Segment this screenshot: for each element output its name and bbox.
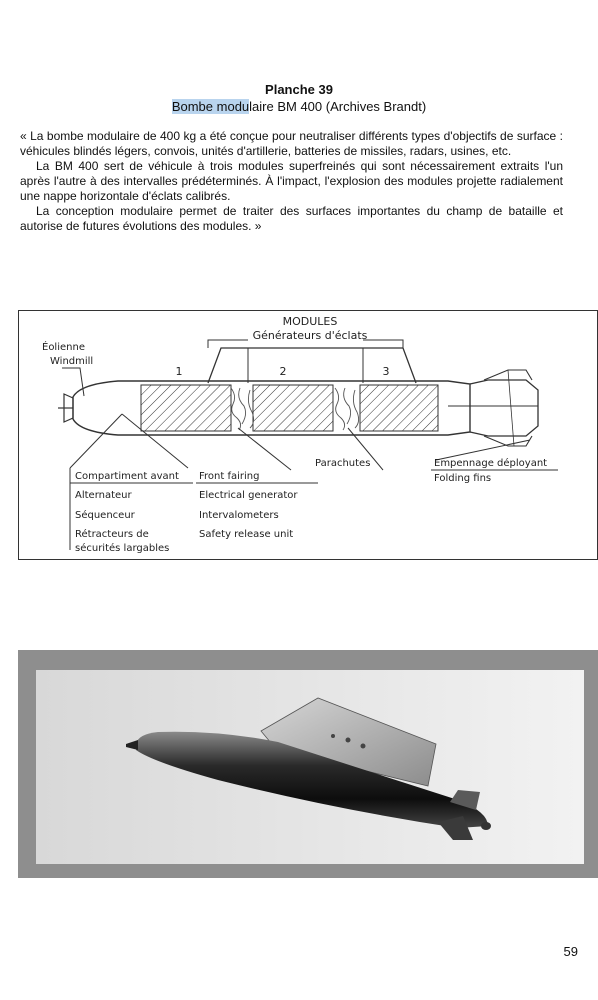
front-fairing-label: Front fairing bbox=[199, 471, 260, 482]
empennage-label: Empennage déployant bbox=[434, 458, 548, 469]
paragraph: « La bombe modulaire de 400 kg a été conçue pour neutraliser différents types d'objectifs de surface : véhicules blindés légers, convois, unités d'artillerie, batteries de missiles, radars, usines, etc. bbox=[20, 129, 563, 158]
modules-label: MODULES bbox=[282, 315, 338, 328]
retractors-label-2: sécurités largables bbox=[75, 543, 170, 554]
bomb-schematic-diagram bbox=[18, 310, 598, 560]
bomb-photograph bbox=[18, 650, 598, 878]
module-number-3: 3 bbox=[382, 365, 390, 378]
windmill-label: Windmill bbox=[50, 356, 94, 367]
selected-text-highlight[interactable]: Bombe modu bbox=[171, 99, 250, 114]
sequencer-label: Séquenceur bbox=[75, 510, 135, 521]
module-1 bbox=[141, 385, 231, 431]
front-compartment-label: Compartiment avant bbox=[75, 471, 179, 482]
electrical-generator-label: Electrical generator bbox=[199, 490, 298, 501]
module-3 bbox=[360, 385, 438, 431]
paragraph: La conception modulaire permet de traiter des surfaces importantes du champ de bataille et autorise de futures évolutions des modules. » bbox=[20, 204, 563, 233]
folding-fins-label: Folding fins bbox=[434, 473, 492, 484]
quote-text bbox=[20, 129, 563, 234]
subtitle-rest: laire BM 400 (Archives Brandt) bbox=[249, 99, 427, 114]
plate-subtitle bbox=[0, 99, 598, 114]
parachute-bundle bbox=[335, 388, 359, 430]
photograph-svg bbox=[18, 650, 598, 878]
module-number-1: 1 bbox=[175, 365, 183, 378]
paragraph: La BM 400 sert de véhicule à trois modules superfreinés qui sont nécessairement extraits l'un après l'autre à des intervalles prédéterminés. À l'impact, l'explosion des modules projette radialement une nappe horizontale d'éclats calibrés. bbox=[20, 159, 563, 203]
plate-title: Planche 39 bbox=[265, 82, 333, 97]
alternator-label: Alternateur bbox=[75, 490, 132, 501]
safety-release-label: Safety release unit bbox=[199, 529, 294, 540]
module-2 bbox=[253, 385, 333, 431]
parachute-bundle bbox=[231, 388, 254, 430]
schematic-svg bbox=[18, 310, 598, 560]
page-number: 59 bbox=[563, 944, 578, 959]
eolienne-label: Éolienne bbox=[42, 342, 85, 353]
retractors-label: Rétracteurs de bbox=[75, 529, 149, 540]
modules-subtitle-label: Générateurs d'éclats bbox=[252, 329, 368, 342]
intervalometers-label: Intervalometers bbox=[199, 510, 279, 521]
module-number-2: 2 bbox=[279, 365, 287, 378]
tail-section bbox=[470, 380, 538, 436]
parachutes-label: Parachutes bbox=[315, 458, 371, 469]
